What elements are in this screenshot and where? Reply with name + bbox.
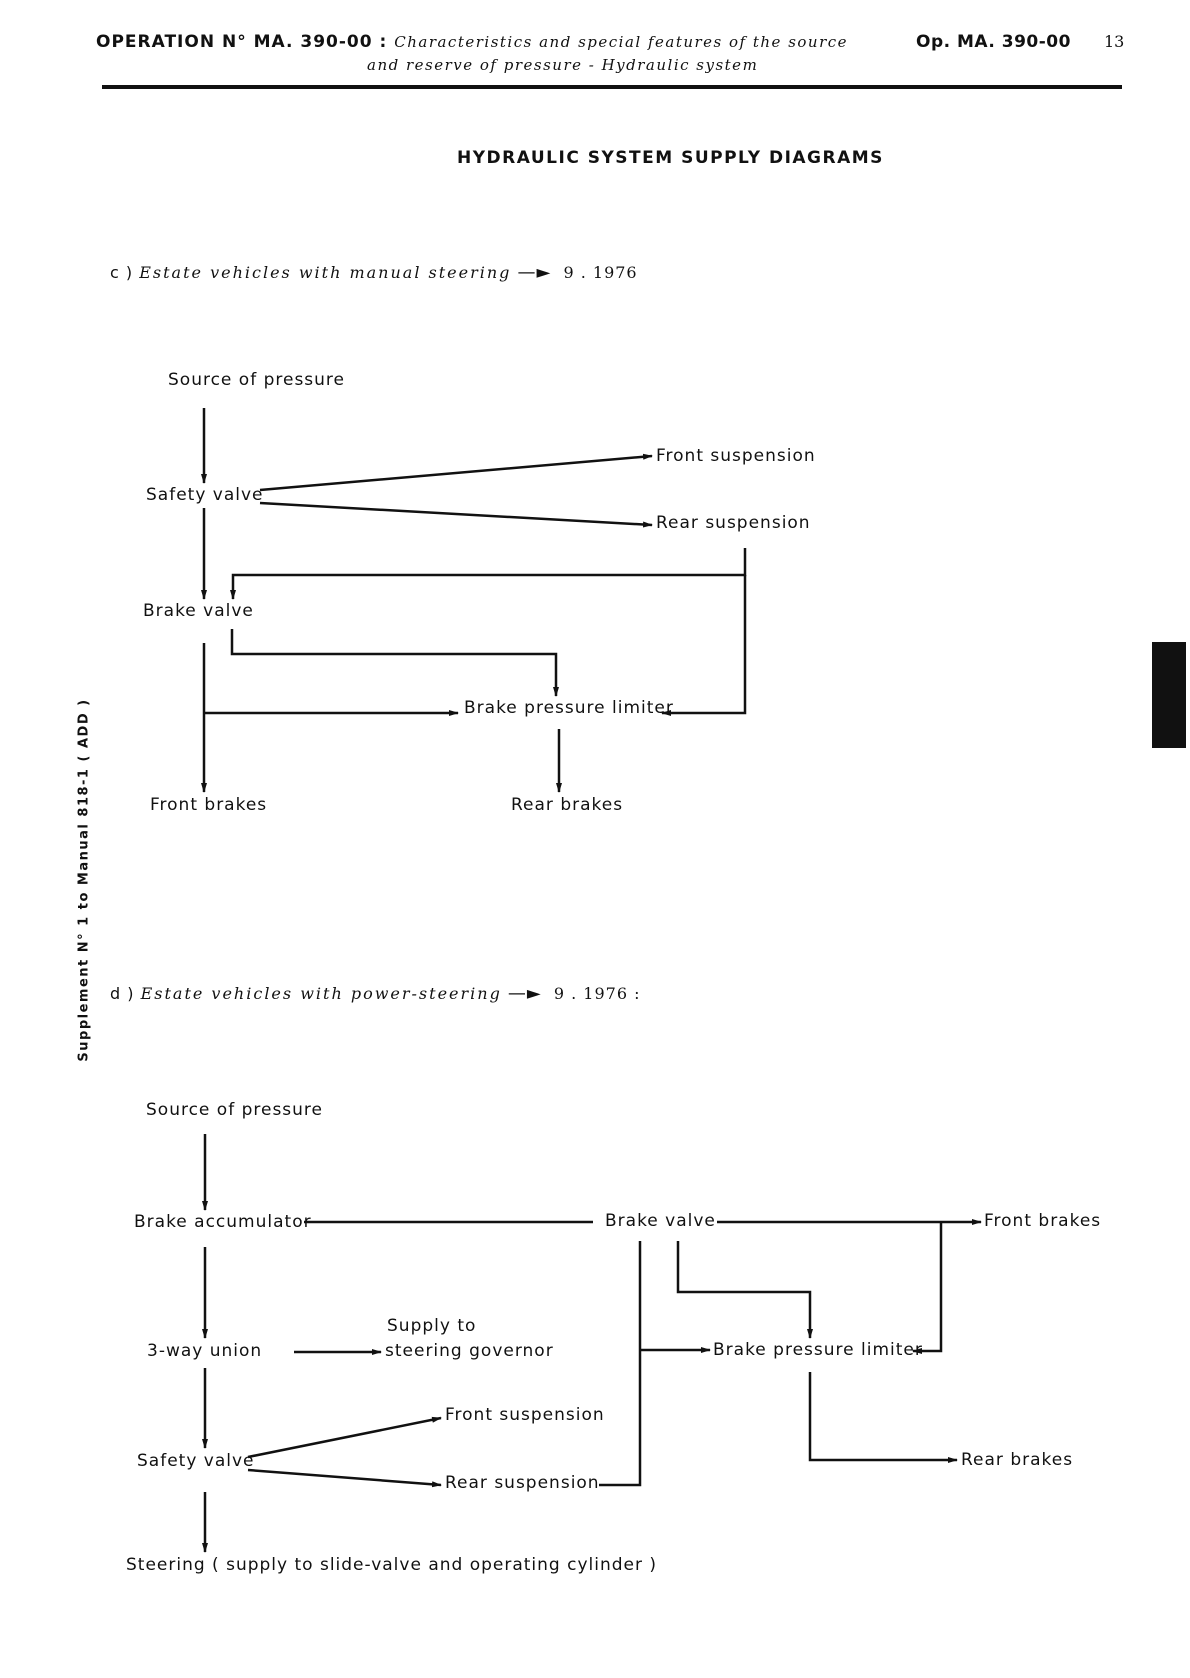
d-line-safety-rear-susp bbox=[248, 1470, 441, 1485]
d-front-suspension: Front suspension bbox=[445, 1405, 605, 1425]
c-front-brakes: Front brakes bbox=[150, 795, 268, 815]
d-line-rear-susp-return bbox=[599, 1241, 640, 1485]
d-supply-to: Supply to bbox=[387, 1316, 477, 1336]
page-title: HYDRAULIC SYSTEM SUPPLY DIAGRAMS bbox=[457, 148, 884, 168]
c-line-rear-susp-limiter bbox=[662, 575, 745, 713]
operation-description-line2: and reserve of pressure - Hydraulic system bbox=[367, 56, 759, 74]
section-d-date: 9 . 1976 : bbox=[553, 984, 641, 1003]
d-brake-valve: Brake valve bbox=[605, 1211, 716, 1231]
section-d-heading: d ) Estate vehicles with power-steering —► 9 . 1976 : bbox=[110, 983, 641, 1004]
d-rear-brakes: Rear brakes bbox=[961, 1450, 1074, 1470]
d-line-limiter-front-brakes bbox=[913, 1222, 941, 1351]
section-c-heading: c ) Estate vehicles with manual steering —► 9 . 1976 bbox=[110, 262, 638, 283]
d-brake-pressure-limiter: Brake pressure limiter bbox=[713, 1340, 923, 1360]
section-d-letter: d ) bbox=[110, 984, 135, 1003]
d-brake-accumulator: Brake accumulator bbox=[134, 1212, 312, 1232]
operation-number: OPERATION N° MA. 390-00 : bbox=[96, 32, 388, 52]
c-line-safety-front-susp bbox=[260, 456, 652, 490]
operation-description: Characteristics and special features of the source bbox=[394, 33, 849, 51]
operation-reference: Op. MA. 390-00 bbox=[916, 32, 1071, 52]
c-source-of-pressure: Source of pressure bbox=[168, 370, 346, 390]
c-line-rear-susp-feedback bbox=[233, 548, 745, 599]
supplement-note: Supplement N° 1 to Manual 818-1 ( ADD ) bbox=[76, 698, 92, 1062]
c-line-brake-valve-limiter bbox=[232, 629, 556, 696]
c-line-safety-rear-susp bbox=[260, 503, 652, 525]
d-steering-governor: steering governor bbox=[385, 1341, 554, 1361]
c-front-suspension: Front suspension bbox=[656, 446, 816, 466]
d-source-of-pressure: Source of pressure bbox=[146, 1100, 324, 1120]
section-d-title: Estate vehicles with power-steering bbox=[140, 984, 502, 1003]
c-brake-pressure-limiter: Brake pressure limiter bbox=[464, 698, 674, 718]
page-number: 13 bbox=[1104, 32, 1125, 51]
c-rear-suspension: Rear suspension bbox=[656, 513, 811, 533]
section-c-title: Estate vehicles with manual steering bbox=[139, 263, 512, 282]
c-rear-brakes: Rear brakes bbox=[511, 795, 624, 815]
section-c-letter: c ) bbox=[110, 263, 134, 282]
d-3-way-union: 3-way union bbox=[147, 1341, 263, 1361]
d-front-brakes: Front brakes bbox=[984, 1211, 1102, 1231]
section-c-date: 9 . 1976 bbox=[563, 263, 638, 282]
d-safety-valve: Safety valve bbox=[137, 1451, 255, 1471]
c-safety-valve: Safety valve bbox=[146, 485, 264, 505]
d-rear-suspension: Rear suspension bbox=[445, 1473, 600, 1493]
d-line-safety-front-susp bbox=[248, 1418, 441, 1457]
d-line-limiter-rear-brakes bbox=[810, 1372, 957, 1460]
c-brake-valve: Brake valve bbox=[143, 601, 254, 621]
d-line-brake-valve-limiter bbox=[678, 1241, 810, 1338]
d-steering-supply: Steering ( supply to slide-valve and operating cylinder ) bbox=[126, 1555, 658, 1575]
